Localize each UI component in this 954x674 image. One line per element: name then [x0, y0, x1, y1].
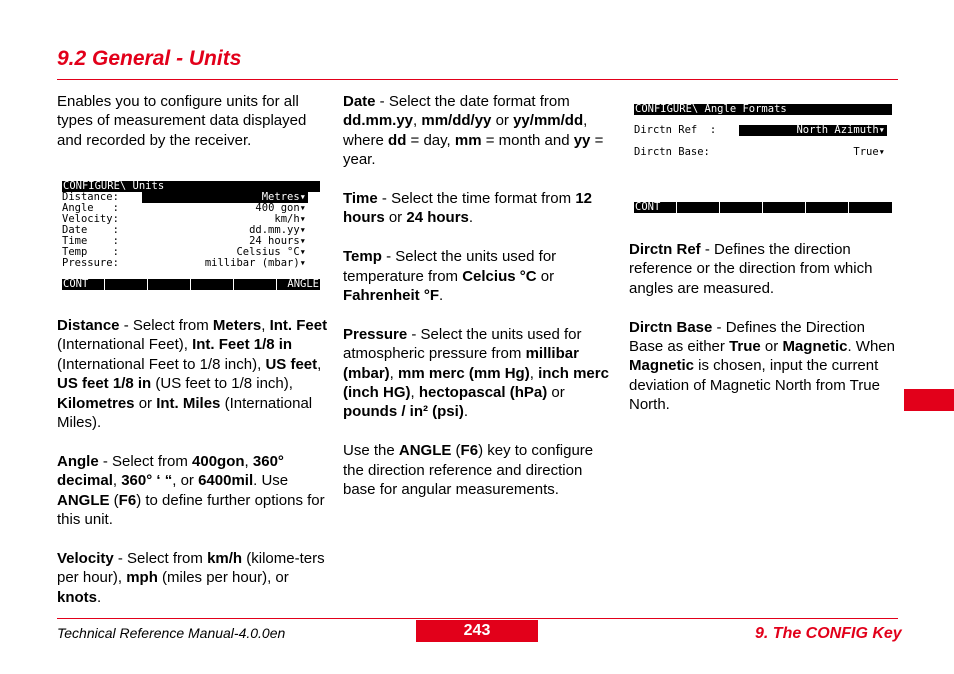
text: (US feet to 1/8 inch), [151, 375, 293, 393]
term: mph [126, 569, 158, 587]
dirctn-ref-paragraph [629, 240, 899, 298]
angle-paragraph [57, 452, 329, 530]
term: Celcius °C [462, 267, 537, 285]
text: , [529, 364, 539, 382]
screen-row-label: Temp : [62, 246, 119, 258]
column-1-body [57, 316, 329, 626]
text: - Select from [98, 452, 193, 470]
screen-row-label: Date : [62, 224, 119, 236]
column-3-body [629, 240, 899, 434]
text: , [317, 355, 322, 373]
temp-paragraph [343, 247, 615, 305]
screen-row-value[interactable]: millibar (mbar)▾ [204, 257, 306, 269]
softkey-f4[interactable] [763, 202, 806, 213]
text: = day, [406, 131, 455, 149]
text: , [410, 384, 419, 402]
text: - Select the time format from [377, 190, 576, 208]
angle-formats-screen-title: CONFIGURE\ Angle Formats [634, 104, 892, 115]
screen-row-label: Angle : [62, 202, 119, 214]
term: US feet [265, 355, 318, 373]
term: F6 [460, 442, 479, 460]
column-1 [57, 92, 329, 170]
term: ANGLE [398, 442, 452, 460]
screen-row-value[interactable]: Celsius °C▾ [236, 246, 306, 258]
term: hectopascal (hPa) [418, 384, 548, 402]
screen-row-label: Velocity: [62, 213, 119, 225]
text: . [97, 588, 102, 606]
text: (International Miles). [57, 394, 313, 432]
term: mm/dd/yy [421, 112, 492, 130]
text: - Select the units used for atmospheric pressure from [343, 325, 582, 363]
text: . Use [253, 472, 289, 490]
text: (kilome-ters per hour), [57, 549, 325, 587]
text: . [439, 287, 444, 305]
text: . [463, 403, 468, 421]
term: ANGLE [57, 491, 110, 509]
term: 6400mil [198, 472, 254, 490]
softkey-f5[interactable] [806, 202, 849, 213]
angle-formats-softkeys [634, 202, 892, 213]
text: ) to define further options for this unit. [57, 491, 325, 529]
term: Dirctn Ref [629, 241, 701, 258]
term: dd [388, 131, 407, 149]
units-softkeys [62, 279, 320, 290]
text: or [547, 384, 565, 402]
screen-row-value[interactable]: True▾ [853, 146, 885, 158]
term: Dirctn Base [629, 318, 713, 336]
text: (International Feet to 1/8 inch), [57, 355, 266, 373]
text: Use the [343, 442, 399, 460]
term: km/h [207, 549, 243, 567]
text: ) key to configure the direction reference and direction base for angular measurements. [343, 442, 594, 499]
term: yy [573, 131, 591, 149]
term: F6 [118, 491, 137, 509]
text: - Select the date format from [375, 93, 570, 110]
softkey-f2[interactable] [677, 202, 720, 213]
page-title: 9.2 General - Units [57, 47, 242, 70]
units-screen-title: CONFIGURE\ Units [62, 181, 320, 192]
text: . When [847, 338, 895, 356]
date-term: Date [343, 93, 376, 110]
term: Int. Feet [269, 317, 328, 334]
text: or [134, 394, 157, 412]
softkey-f6[interactable]: ANGLE [277, 279, 320, 290]
column-2 [343, 92, 615, 519]
page-number: 243 [416, 620, 538, 642]
intro-paragraph: Enables you to configure units for all types of measurement data displayed and recorded by the receiver. [57, 93, 307, 149]
softkey-f3[interactable] [720, 202, 763, 213]
time-term: Time [343, 190, 378, 208]
text: ( [109, 491, 119, 509]
footer-divider [57, 618, 898, 619]
text: . [468, 209, 474, 227]
text: (International Feet), [57, 336, 193, 354]
term: 24 hours [406, 209, 469, 227]
text: , [389, 364, 399, 382]
time-paragraph [343, 189, 615, 228]
text: or [760, 338, 783, 356]
screen-row-label: Pressure: [62, 257, 119, 269]
text: , [112, 472, 122, 490]
softkey-f4[interactable] [191, 279, 234, 290]
text: is chosen, input the current deviation of Magnetic North from True North. [629, 357, 880, 414]
text: - Select from [113, 549, 208, 567]
term: 400gon [192, 452, 245, 470]
term: millibar (mbar) [343, 345, 579, 382]
term: Magnetic [629, 357, 695, 375]
text: = month and [481, 131, 574, 149]
manual-title: Technical Reference Manual-4.0.0en [57, 625, 286, 641]
term: Kilometres [57, 394, 135, 412]
text: , where [343, 112, 588, 149]
screen-row-label: Dirctn Ref : [634, 124, 717, 136]
term: inch merc (inch HG) [343, 364, 609, 402]
chapter-tab [904, 389, 954, 411]
distance-paragraph [57, 316, 329, 432]
softkey-f5[interactable] [234, 279, 277, 290]
text: - Select the units used for temperature from [343, 248, 557, 285]
term: 12 hours [343, 190, 592, 227]
date-paragraph [343, 92, 615, 170]
text: (miles per hour), or [157, 569, 289, 587]
pressure-term: Pressure [343, 325, 408, 343]
term: Magnetic [782, 338, 848, 356]
text: - Select from [119, 317, 213, 334]
screen-row-value[interactable]: km/h▾ [274, 213, 306, 225]
angle-formats-screen [634, 104, 892, 214]
screen-row-value[interactable]: Metres▾ [142, 192, 308, 203]
text: , [244, 452, 253, 470]
term: Int. Feet 1/8 in [192, 336, 293, 354]
term: 360° ‘ “ [121, 472, 173, 490]
pressure-paragraph [343, 325, 615, 422]
text: = year. [343, 131, 604, 169]
softkey-f3[interactable] [148, 279, 191, 290]
text: ( [451, 442, 461, 460]
angle-key-paragraph [343, 441, 615, 499]
text: - Defines the Direction Base as either [629, 318, 865, 356]
term: dd.mm.yy [343, 112, 414, 130]
text: , [261, 317, 270, 334]
text: or [384, 209, 407, 227]
screen-row-value[interactable]: 24 hours▾ [249, 235, 306, 247]
softkey-f1[interactable]: CONT [62, 279, 105, 290]
screen-row-value[interactable]: 400 gon▾ [255, 202, 306, 214]
softkey-f2[interactable] [105, 279, 148, 290]
screen-row-label: Dirctn Base: [634, 146, 710, 158]
angle-term: Angle [57, 452, 99, 470]
term: True [729, 338, 761, 356]
units-screen [62, 181, 320, 293]
dirctn-base-paragraph [629, 318, 899, 415]
term: mm merc (mm Hg) [398, 364, 530, 382]
chapter-title: 9. The CONFIG Key [755, 625, 902, 642]
softkey-f1[interactable]: CONT [634, 202, 677, 213]
velocity-term: Velocity [57, 549, 114, 567]
temp-term: Temp [343, 248, 382, 266]
screen-row-value[interactable]: North Azimuth▾ [739, 125, 887, 136]
text: , or [172, 472, 199, 490]
screen-row-label: Time : [62, 235, 119, 247]
screen-row-value[interactable]: dd.mm.yy▾ [249, 224, 306, 236]
term: Fahrenheit °F [343, 287, 440, 305]
term: US feet 1/8 in [57, 375, 152, 393]
softkey-f6[interactable] [849, 202, 892, 213]
term: mm [454, 131, 482, 149]
velocity-paragraph [57, 549, 329, 607]
text: or [536, 267, 555, 285]
screen-row-label: Distance: [62, 191, 119, 203]
term: Meters [212, 317, 262, 334]
text: - Defines the direction reference or the direction from which angles are measured. [629, 241, 873, 297]
term: 360° decimal [57, 452, 284, 490]
distance-term: Distance [57, 317, 120, 334]
header-divider [57, 79, 898, 80]
term: pounds / in² (psi) [343, 403, 464, 421]
term: knots [57, 588, 98, 606]
text: or [491, 112, 514, 130]
text: , [413, 112, 422, 130]
term: yy/mm/dd [513, 112, 584, 130]
term: Int. Miles [156, 394, 221, 412]
